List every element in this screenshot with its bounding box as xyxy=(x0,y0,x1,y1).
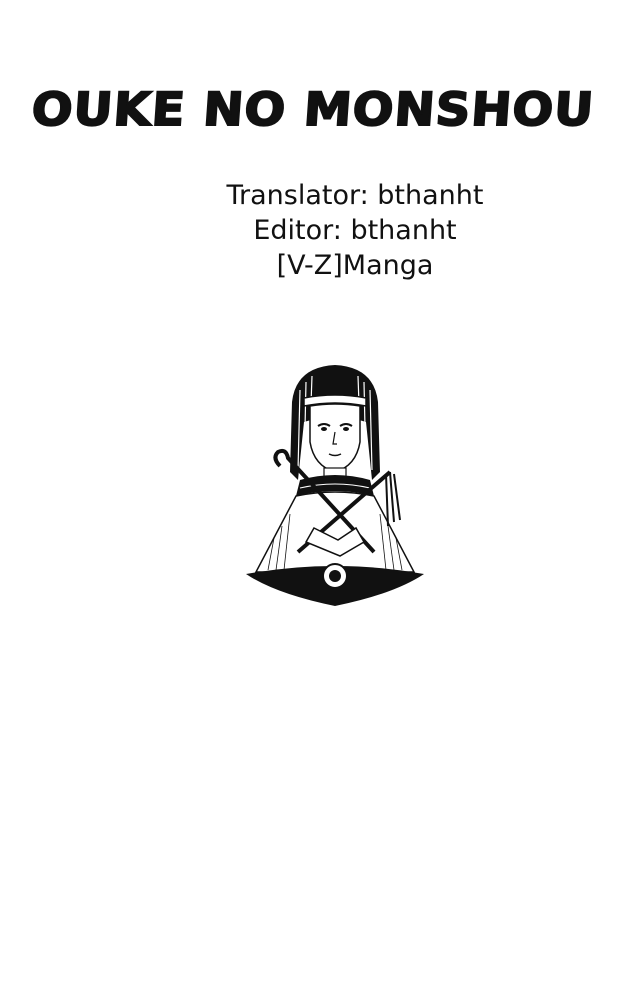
credits-block xyxy=(200,178,510,283)
pharaoh-portrait-icon xyxy=(244,362,426,606)
editor-credit: Editor: bthanht xyxy=(253,215,457,246)
group-credit: [V-Z]Manga xyxy=(276,250,434,281)
translator-credit: Translator: bthanht xyxy=(226,180,484,211)
series-title: OUKE NO MONSHOU xyxy=(29,83,597,137)
